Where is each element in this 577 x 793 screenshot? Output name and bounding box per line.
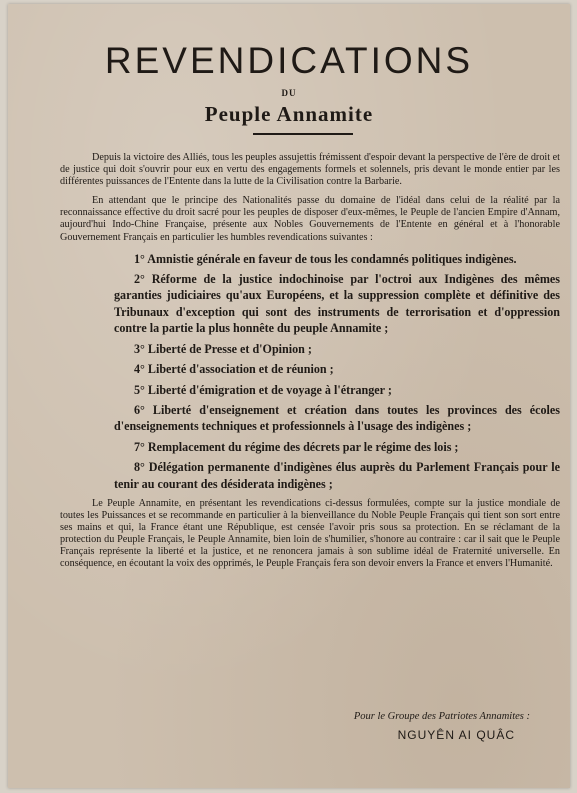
intro-paragraph: En attendant que le principe des Nationalités passe du domaine de l'idéal dans celui de la réalité par la reconnaissance effective du droit sacré pour les peuples de disposer d'eux-mêmes, le Peuple de l'ancien Empire d'Annam, aujourd'hui Indo-Chine Française, présente aux Nobles Gouvernements de l'Entente en général et à l'honorable Gouvernement Français en particulier les humbles revendications suivantes : — [60, 195, 560, 243]
signature-group: Pour le Groupe des Patriotes Annamites : — [353, 711, 530, 722]
document-body — [60, 152, 560, 578]
intro-paragraph: Depuis la victoire des Alliés, tous les peuples assujettis frémissent d'espoir devant la perspective de l'ère de droit et de justice qui doit s'ouvrir pour eux en vertu des engagements formels et solennels, pris devant le monde entier par les différentes puissances de l'Entente dans la lutte de la Civilisation contre la Barbarie. — [60, 152, 560, 188]
demand-item: 8° Délégation permanente d'indigènes élus auprès du Parlement Français pour le tenir au courant des désiderata indigènes ; — [114, 460, 560, 491]
demand-item: 1° Amnistie générale en faveur de tous les condamnés politiques indigènes. — [134, 251, 517, 266]
title-connector: DU — [281, 88, 297, 98]
document-title: REVENDICATIONS — [104, 40, 474, 81]
demand-item: 6° Liberté d'enseignement et création dans toutes les provinces des écoles d'enseignements techniques et professionnels à l'usage des indigènes ; — [114, 402, 560, 434]
document-subtitle: Peuple Annamite — [204, 102, 374, 126]
demand-item: 3° Liberté de Presse et d'Opinion ; — [134, 341, 312, 356]
demand-item: 5° Liberté d'émigration et de voyage à l'étranger ; — [134, 382, 392, 397]
demand-item: 2° Réforme de la justice indochinoise par l'octroi aux Indigènes des mêmes garanties judiciaires qu'aux Européens, et la suppression complète et définitive des Tribunaux d'exception qui sont des instruments de terrorisation et d'oppression contre la partie la plus honnête du peuple Annamite ; — [114, 272, 560, 336]
demand-item: 4° Liberté d'association et de réunion ; — [134, 362, 334, 377]
signature-name: NGUYÊN AI QUÂC — [397, 728, 515, 742]
title-underline — [253, 133, 353, 135]
closing-paragraph: Le Peuple Annamite, en présentant les revendications ci-dessus formulées, compte sur la justice mondiale de toutes les Puissances et se recommande en particulier à la bienveillance du Noble Peuple Français qui tient son sort entre ses mains et qui, la France étant une République, est censée l'avoir pris sous sa protection. En se réclamant de la protection du Peuple Français, le Peuple Annamite, bien loin de s'humilier, s'honore au contraire : car il sait que le Peuple Français représente la liberté et la justice, et ne renoncera jamais à son sublime idéal de Fraternité universelle. En conséquence, en écoutant la voix des opprimés, le Peuple Français fera son devoir envers la France et envers l'Humanité. — [60, 497, 560, 570]
document-sheet — [8, 4, 570, 788]
demand-item: 7° Remplacement du régime des décrets par le régime des lois ; — [134, 439, 459, 454]
demands-list — [60, 251, 560, 492]
